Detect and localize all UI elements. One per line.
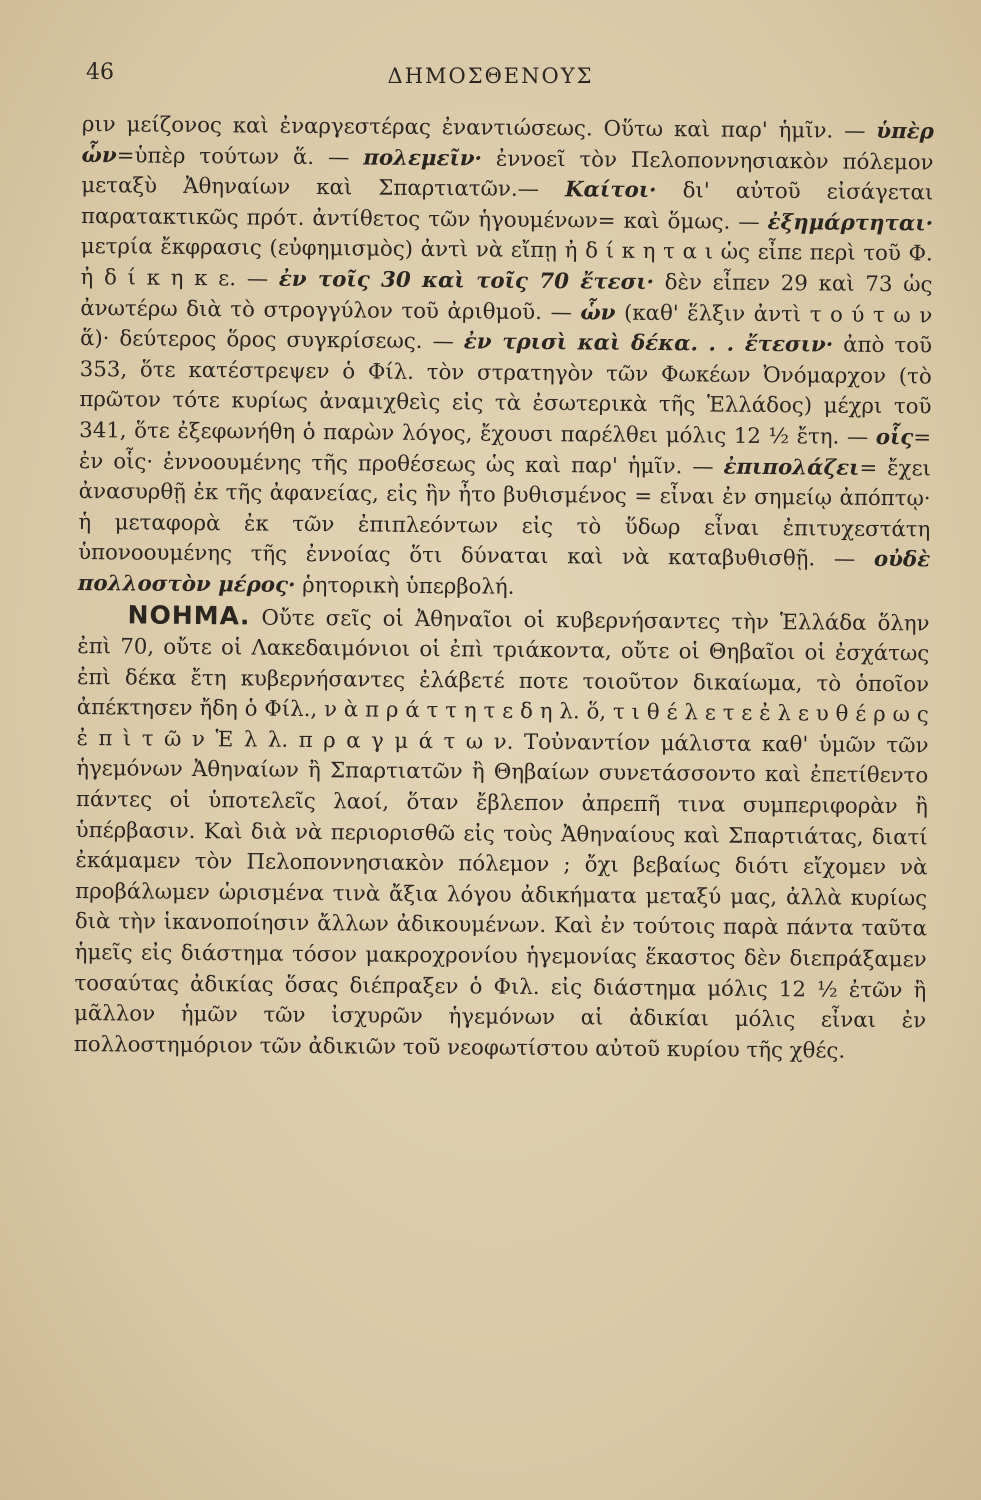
lemma: ἐν τρισὶ καὶ δέκα. . . ἔτεσιν· xyxy=(463,329,834,358)
noema-heading: ΝΟΗΜΑ. xyxy=(127,599,251,630)
commentary-paragraph xyxy=(78,110,934,607)
commentary-text: (καθ' ἕλξιν ἀντὶ τ ο ύ τ ω ν ἅ)· δεύτερος ὅρος συγκρίσεως. — xyxy=(79,300,933,355)
commentary-text: ἐννοεῖ τὸν Πελοποννησιακὸν πόλεμον μεταξὺ Ἀθηναίων καὶ Σπαρτιατῶν.— xyxy=(81,146,934,203)
page-body xyxy=(74,110,934,1068)
lemma: Καίτοι· xyxy=(564,177,657,204)
commentary-text: = ἐν οἷς· ἐννοουμένης τῆς προθέσεως ὡς καὶ παρ' ἡμῖν. — xyxy=(78,425,932,480)
lemma: ἐξημάρτηται· xyxy=(767,209,934,237)
commentary-text: ῥητορικὴ ὑπερβολή. xyxy=(302,572,515,600)
noema-text: Οὔτε σεῖς οἱ Ἀθηναῖοι οἱ κυβερνήσαντες τὴν Ἑλλάδα ὅλην ἐπὶ 70, οὔτε οἱ Λακεδαιμόνιοι οἱ ἐπὶ τριάκοντα, οὔτε οἱ Θηβαῖοι οἱ ἐσχάτως ἐπὶ δέκα ἔτη κυβερνήσαντες ἐλάβετέ ποτε τοιοῦτον δικαίωμα, τὸ ὁποῖον ἀπέκτησεν ἤδη ὁ Φίλ., ν ὰ π ρ ά τ τ η τ ε δ η λ. ὅ, τ ι θ έ λ ε τ ε ἐ λ ε υ θ έ ρ ω ς ἐ π ὶ τ ῶ ν Ἑ λ λ. π ρ α γ μ ά τ ω ν. Τοὐναντίον μάλιστα καθ' ὑμῶν τῶν ἡγεμόνων Ἀθηναίων ἢ Σπαρτιατῶν ἢ Θηβαίων συνετάσσοντο καὶ ἐπετίθεντο πάντες οἱ ὑποτελεῖς λαοί, ὅταν ἔβλεπον ἀπρεπῆ τινα συμπεριφορὰν ἢ ὑπέρβασιν. Καὶ διὰ νὰ περιορισθῶ εἰς τοὺς Ἀθηναίους καὶ Σπαρτιάτας, διατί ἐκάμαμεν τὸν Πελοποννησιακὸν πόλεμον ; ὄχι βεβαίως διότι εἴχομεν νὰ προβάλωμεν ὡρισμένα τινὰ ἄξια λόγου ἀδικήματα μεταξύ μας, ἀλλὰ κυρίως διὰ τὴν ἱκανοποίησιν ἄλλων ἀδικουμένων. Καὶ ἐν τούτοις παρὰ πάντα ταῦτα ἡμεῖς εἰς διάστημα τόσον μακροχρονίου ἡγεμονίας ἕκαστος δὲν διεπράξαμεν τοσαύτας ἀδικίας ὅσας διέπραξεν ὁ Φιλ. εἰς διάστημα μόλις 12 ½ ἐτῶν ἢ μᾶλλον ἡμῶν τῶν ἰσχυρῶν ἡγεμόνων αἱ ἀδικίαι μόλις εἶναι ἐν πολλοστημόριον τῶν ἀδικιῶν τοῦ νεοφωτίστου αὐτοῦ κυρίου τῆς χθές. xyxy=(73,605,930,1064)
lemma: ὧν xyxy=(580,299,616,326)
lemma: ἐν τοῖς 30 καὶ τοῖς 70 ἔτεσι· xyxy=(278,266,655,295)
page-number: 46 xyxy=(86,60,114,85)
lemma: πολεμεῖν· xyxy=(363,145,483,172)
lemma: ἐπιπολάζει xyxy=(723,454,860,481)
commentary-text: δι' αὐτοῦ εἰσάγεται παρατακτικῶς πρότ. ἀντίθετος τῶν ἡγουμένων= καὶ ὅμως. — xyxy=(80,178,934,235)
lemma: ὑπὲρ ὧν xyxy=(81,118,934,168)
commentary-text: ἀπὸ τοῦ 353, ὅτε κατέστρεψεν ὁ Φίλ. τὸν στρατηγὸν τῶν Φωκέων Ὀνόμαρχον (τὸ πρῶτον τότε κυρίως ἀναμιχθεὶς εἰς τὰ ἐσωτερικὰ τῆς Ἑλλάδος) μέχρι τοῦ 341, ὅτε ἐξεφωνήθη ὁ παρὼν λόγος, ἔχουσι παρέλθει μόλις 12 ½ ἔτη. — xyxy=(79,332,933,450)
commentary-text: δὲν εἶπεν 29 καὶ 73 ὡς ἀνωτέρω διὰ τὸ στρογγύλον τοῦ ἀριθμοῦ. — xyxy=(80,270,933,325)
commentary-text: = ἔχει ἀνασυρθῇ ἐκ τῆς ἀφανείας, εἰς ἣν ἦτο βυθισμένος = εἶναι ἐν σημείῳ ἀπόπτῳ· ἡ μεταφορὰ ἐκ τῶν ἐπιπλεόντων εἰς τὸ ὕδωρ εἶναι ἐπιτυχεστάτη ὑπονοουμένης τῆς ἐννοίας ὅτι δύναται καὶ νὰ καταβυθισθῇ. — xyxy=(78,455,932,573)
commentary-text: =ὑπὲρ τούτων ἅ. — xyxy=(116,142,350,170)
commentary-text: ριν μείζονος καὶ ἐναργεστέρας ἐναντιώσεως. Οὕτω καὶ παρ' ἡμῖν. — xyxy=(81,111,866,144)
lemma: οἷς xyxy=(875,424,914,451)
lemma: οὐδὲ πολλοστὸν μέρος· xyxy=(77,547,931,598)
commentary-text: μετρία ἔκφρασις (εὐφημισμὸς) ἀντὶ νὰ εἴπῃ ἠ δ ί κ η τ α ι ὡς εἶπε περὶ τοῦ Φ. ἠ δ ί κ η κ ε. — xyxy=(80,234,933,292)
noema-paragraph xyxy=(74,599,930,1067)
running-title: ΔΗΜΟΣΘΕΝΟΥΣ xyxy=(387,64,594,88)
page-header xyxy=(0,58,981,98)
